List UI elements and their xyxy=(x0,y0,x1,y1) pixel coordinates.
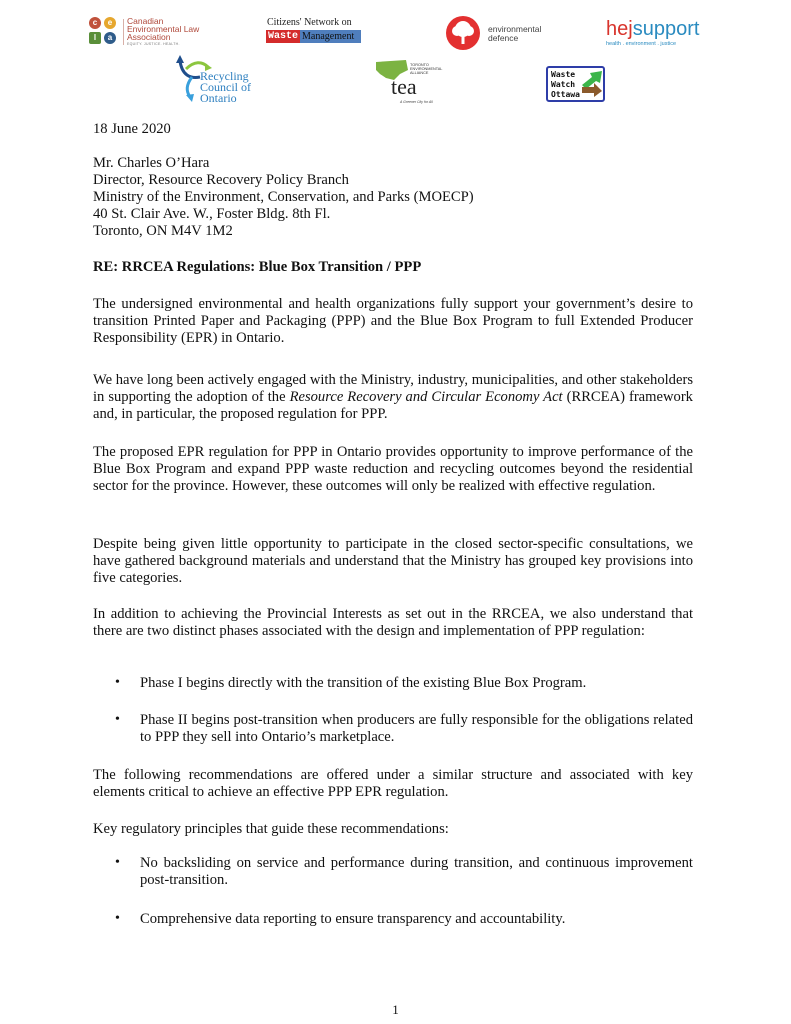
recipient-title: Director, Resource Recovery Policy Branch xyxy=(93,172,349,188)
rco-line: Ontario xyxy=(200,91,237,105)
tea-logo xyxy=(376,60,456,106)
paragraph-principles-intro: Key regulatory principles that guide these recommendations: xyxy=(93,821,449,837)
cela-logo xyxy=(89,17,209,47)
paragraph-recommendations: The following recommendations are offered under a similar structure and associated with key elements critical to achieve an effective PPP EPR regulation. xyxy=(93,767,693,801)
ed-line2: defence xyxy=(488,33,519,43)
hej-text: hej xyxy=(606,18,633,40)
environmental-defence-name xyxy=(488,25,541,43)
paragraph-consultations: Despite being given little opportunity to participate in the closed sector-specific consultations, we have gathered background materials and understand that the Ministry has grouped key provisions into five categories. xyxy=(93,536,693,587)
cela-divider xyxy=(123,19,124,45)
tea-tagline: A Greener City for All xyxy=(400,100,433,104)
principle-item: Comprehensive data reporting to ensure transparency and accountability. xyxy=(140,911,566,927)
hej-tagline: health . environment . justice xyxy=(606,41,677,47)
recipient-name: Mr. Charles O’Hara xyxy=(93,155,210,171)
rco-line: Council of xyxy=(200,80,251,94)
cnwm-title: Citizens' Network on xyxy=(267,17,352,28)
wwo-name xyxy=(551,70,580,100)
recipient-address-1: 40 St. Clair Ave. W., Foster Bldg. 8th Fl. xyxy=(93,206,331,222)
waste-watch-ottawa-logo xyxy=(546,66,605,102)
cela-name-line: Association xyxy=(127,32,171,42)
p2-text: (RRCEA) framework and, in particular, the proposed regulation for PPP. xyxy=(93,389,693,423)
wwo-line: Waste xyxy=(551,70,576,79)
paragraph-phases-intro: In addition to achieving the Provincial Interests as set out in the RRCEA, we also understand that there are two distinct phases associated with the design and implementation of PPP regulation: xyxy=(93,606,693,640)
phase-item: Phase II begins post-transition when producers are fully responsible for the obligations related to PPP they sell into Ontario’s marketplace. xyxy=(140,712,693,746)
cnwm-logo xyxy=(266,17,361,45)
phase-item: Phase I begins directly with the transition of the existing Blue Box Program. xyxy=(140,675,587,691)
tea-wordmark: tea xyxy=(391,74,417,99)
cela-tagline: EQUITY. JUSTICE. HEALTH. xyxy=(127,42,180,46)
bullet-icon: • xyxy=(115,712,120,727)
wwo-line: Ottawa xyxy=(551,90,580,99)
p2-text: We have long been actively engaged with the Ministry, industry, municipalities, and other stakeholders in supporting the adoption of the xyxy=(93,372,693,406)
tree-icon xyxy=(446,16,480,50)
cela-dot-e: e xyxy=(104,17,116,29)
cela-dot-l: l xyxy=(89,32,101,44)
rco-logo xyxy=(172,55,262,107)
bullet-icon: • xyxy=(115,675,120,690)
recipient-address-2: Toronto, ON M4V 1M2 xyxy=(93,223,233,239)
act-title: Resource Recovery and Circular Economy Act xyxy=(289,389,563,406)
hej-support-logo xyxy=(606,18,701,52)
letter-date: 18 June 2020 xyxy=(93,121,171,137)
environmental-defence-logo xyxy=(446,16,556,52)
paragraph-opportunity: The proposed EPR regulation for PPP in Ontario provides opportunity to improve performance of the Blue Box Program and expand PPP waste reduction and recycling outcomes beyond the residential sector for the province. However, these outcomes will only be realized with effective regulation. xyxy=(93,444,693,495)
cela-dot-c: c xyxy=(89,17,101,29)
ed-line1: environmental xyxy=(488,24,542,34)
page-number: 1 xyxy=(392,1002,399,1017)
paragraph-support: The undersigned environmental and health organizations fully support your government’s desire to transition Printed Paper and Packaging (PPP) and the Blue Box Program to full Extended Producer Responsibility (EPR) in Ontario. xyxy=(93,296,693,347)
rco-line: Recycling xyxy=(200,69,249,83)
cela-dots-icon xyxy=(89,17,119,47)
bullet-icon: • xyxy=(115,911,120,926)
cela-name xyxy=(127,17,199,41)
cela-name-line: Canadian xyxy=(127,16,164,26)
principle-item: No backsliding on service and performance during transition, and continuous improvement post-transition. xyxy=(140,855,693,889)
recipient-block xyxy=(93,155,693,240)
wwo-line: Watch xyxy=(551,80,576,89)
cela-name-line: Environmental Law xyxy=(127,24,200,34)
tea-small-line: TORONTO xyxy=(410,63,429,67)
tea-small-line: ALLIANCE xyxy=(410,71,429,75)
bullet-icon: • xyxy=(115,855,120,870)
cela-dot-a: a xyxy=(104,32,116,44)
support-text: support xyxy=(632,18,700,40)
subject-line: RE: RRCEA Regulations: Blue Box Transition / PPP xyxy=(93,259,422,275)
cnwm-waste: Waste xyxy=(268,31,299,42)
recipient-ministry: Ministry of the Environment, Conservation, and Parks (MOECP) xyxy=(93,189,474,205)
paragraph-engagement xyxy=(93,372,693,424)
cnwm-management: Management xyxy=(300,30,361,43)
arrows-icon xyxy=(582,71,602,97)
tea-small-line: ENVIRONMENTAL xyxy=(410,67,443,71)
rco-name xyxy=(200,71,251,104)
